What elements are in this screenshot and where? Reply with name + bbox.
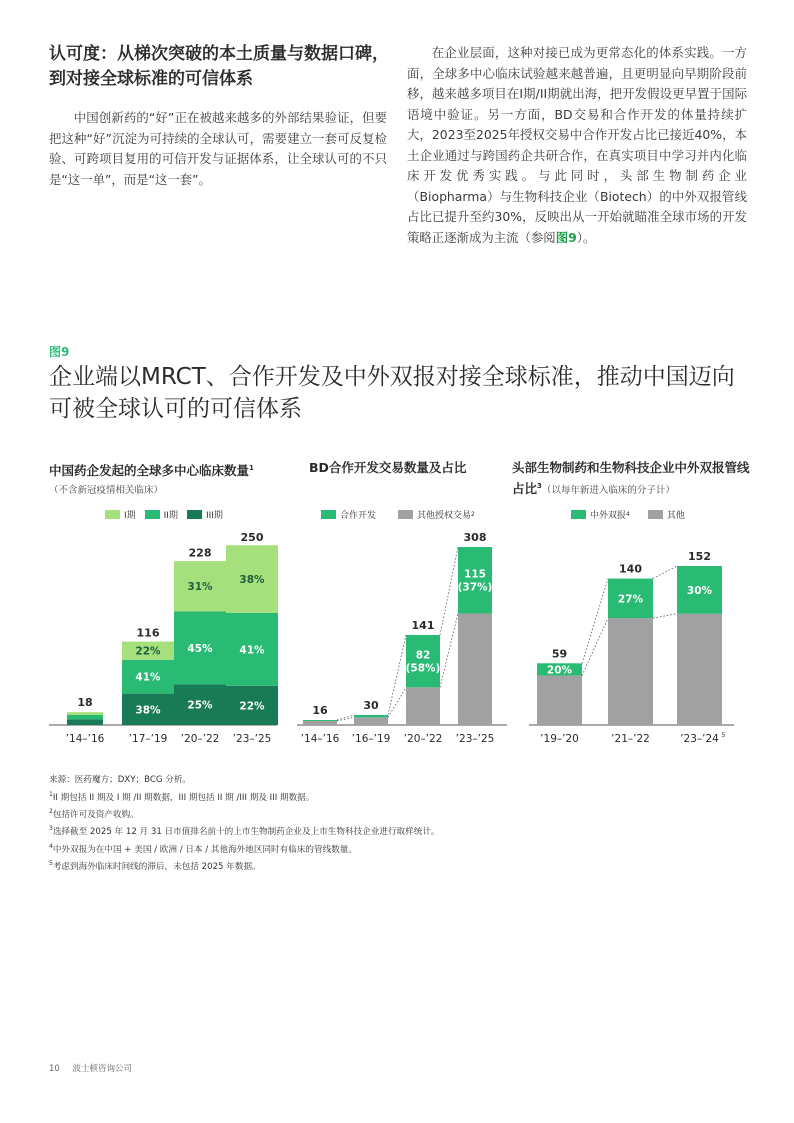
chart1-title [49,459,289,500]
chart1-legend-item-phase2 [145,508,178,521]
bar-segment [608,618,653,725]
footnote-text: 考虑到海外临床时间线的滞后，未包括 2025 年数据。 [52,861,261,872]
bar-total-label: 152 [688,550,711,563]
figure-title: 企业端以MRCT、合作开发及中外双报对接全球标准，推动中国迈向可被全球认可的可信体系 [49,364,735,422]
chart3-title-text: 头部生物制药和生物科技企业中外双报管线占比 [512,460,750,497]
x-tick-label: ’17–’19 [128,733,168,745]
chart1-legend [105,508,232,521]
left-paragraph: 中国创新药的“好”正在被越来越多的外部结果验证，但要把这种“好”沉淀为可持续的全球认可，需要建立一套可反复检验、可跨项目复用的可信开发与证据体系，让全球认可的不只是“这一单”，而是“这一套”。 [49,110,387,187]
legend-label: 其他 [666,511,685,521]
footnote-sup: 1 [49,790,53,798]
right-paragraph-text: 在企业层面，这种对接已成为更常态化的体系实践。一方面，全球多中心临床试验越来越普遍，且更明显向早期阶段前移，越来越多项目在I期/II期就出海，把开发假设更早置于国际语境中验证。另一方面，BD交易和合作开发的体量持续扩大，2023至2025年授权交易中合作开发占比已接近40%，本土企业通过与跨国药企共研合作，在真实项目中学习并内化临床开发优秀实践。与此同时，头部生物制药企业（Biopharma）与生物科技企业（Biotech）的中外双报管线占比已提升至约30%，反映出从一开始就瞄准全球市场的开发策略正逐渐成为主流（参阅 [407,45,747,245]
legend-swatch [571,510,586,519]
bar-total-label: 140 [619,562,642,576]
footnote-sup: 4 [49,842,53,850]
x-tick-label: ’20–’22 [403,733,443,745]
connector-line [388,635,406,715]
page-number: 10 [49,1064,60,1074]
footnote-3 [49,822,749,839]
x-tick-label: ’14–’16 [65,733,105,745]
chart3-title-sup: 3 [537,482,542,490]
x-tick-label: ’23–’25 [232,733,272,745]
x-tick-label: ’19–’20 [540,733,579,745]
bar-segment [303,721,337,725]
connector-line [337,717,354,721]
bar-segment [67,712,103,715]
legend-swatch [105,510,120,519]
bar-segment-label: 30% [686,584,713,597]
chart1-subtitle: （不含新冠疫情相关临床） [49,485,164,497]
bar-segment-label: 27% [617,593,644,606]
bar-segment-label: 38% [135,704,161,717]
legend-swatch [398,510,413,519]
figure-label: 图9 [49,345,70,359]
footnote-text: 包括许可及资产收购。 [52,809,139,820]
connector-line [653,566,677,579]
page-footer [49,1062,142,1074]
bar-segment-label: 38% [239,574,265,587]
chart3-subtitle: （以每年新进入临床的分子计） [541,485,675,497]
footnote-2 [49,805,749,822]
bar-total-label: 228 [188,546,212,560]
chart3-dual-filing [529,525,764,755]
legend-label: 中外双报 [590,511,627,521]
bar-segment [677,614,722,725]
footnote-sup: 3 [49,825,53,833]
chart2-legend-item-codev [321,508,376,521]
chart3-legend [571,508,694,521]
bar-total-label: 116 [136,626,160,640]
footnote-text: II 期包括 II 期及 I 期 /II 期数据，III 期包括 II 期 /III 期及 III 期数据。 [52,792,315,803]
chart2-legend [321,508,484,521]
section-title: 认可度：从梯次突破的本土质量与数据口碑，到对接全球标准的可信体系 [49,44,389,89]
bar-segment [354,715,388,717]
footer-company: 波士顿咨询公司 [72,1064,133,1074]
connector-line [653,614,677,618]
footnote-sup: 2 [49,807,53,815]
x-tick-label: ’20–’22 [180,733,220,745]
chart1-legend-item-phase3 [187,508,223,521]
bar-total-label: 18 [77,696,93,710]
x-tick-label: ’14–’16 [300,733,340,745]
bar-segment [303,720,337,721]
bar-segment [458,613,492,725]
connector-line [440,547,458,635]
connector-line [440,613,458,687]
legend-swatch [145,510,160,519]
notes [49,773,749,874]
bar-total-label: 141 [411,619,435,632]
bar-segment [406,687,440,725]
chart2-bd-deals [297,525,509,755]
right-paragraph [407,43,747,248]
bar-segment [537,676,582,725]
legend-swatch [321,510,336,519]
bar-segment-label: 22% [135,645,161,658]
bar-segment-label: 41% [135,671,161,684]
legend-label: III期 [205,511,223,521]
connector-line [582,618,608,676]
chart3-legend-item-dual [571,508,630,521]
x-tick-label: ’23–’25 [455,733,495,745]
chart1-legend-item-phase1 [105,508,136,521]
bar-total-label: 59 [551,647,568,661]
legend-sup: 2 [471,511,475,518]
chart1-clinical-trials [49,525,279,755]
bar-segment-label: 82 (58%) [405,649,441,675]
chart1-title-sup: 1 [249,464,254,472]
chart2-legend-item-other [398,508,475,521]
source-note: 来源：医药魔方；DXY；BCG 分析。 [49,775,192,785]
legend-swatch [187,510,202,519]
footnote-text: 中外双报为在中国 + 美国 / 欧洲 / 日本 / 其他海外地区同时有临床的管线数量。 [52,844,357,855]
legend-label: 其他授权交易 [417,511,472,521]
bar-segment-label: 31% [187,581,213,594]
bar-segment-label: 20% [546,664,573,677]
footnote-5 [49,857,749,874]
legend-label: I期 [124,511,136,521]
connector-line [388,687,406,717]
chart1-title-text: 中国药企发起的全球多中心临床数量 [49,463,250,479]
bar-segment-label: 25% [187,699,213,712]
footnote-text: 选择截至 2025 年 12 月 31 日市值排名前十的上市生物制药企业及上市生物科技企业进行取样统计。 [52,827,440,838]
footnote-1 [49,788,749,805]
x-tick-label: ’16–’19 [351,733,391,745]
bar-segment-label: 41% [239,644,265,657]
bar-segment-label: 115 (37%) [457,568,493,594]
chart2-title: BD合作开发交易数量及占比 [309,460,467,475]
x-tick-sup: 5 [721,732,726,739]
x-tick-label: ’23–’24 [680,733,719,745]
chart3-title [512,459,752,500]
legend-label: II期 [163,511,178,521]
bar-total-label: 16 [312,704,328,717]
footnote-4 [49,840,749,857]
figure-reference-link[interactable]: 图9 [555,229,577,245]
x-tick-label: ’21–’22 [611,733,650,745]
footnote-sup: 5 [49,859,53,867]
bar-total-label: 30 [363,699,379,712]
bar-segment [67,715,103,719]
bar-segment [67,719,103,725]
right-paragraph-end: ）。 [576,229,596,245]
bar-segment [354,717,388,725]
bar-segment-label: 45% [187,642,213,655]
legend-label: 合作开发 [340,511,377,521]
legend-swatch [648,510,663,519]
legend-sup: 4 [626,511,630,518]
connector-line [582,579,608,664]
bar-total-label: 250 [240,531,264,544]
bar-total-label: 308 [463,531,487,544]
bar-segment-label: 22% [239,700,265,713]
chart3-legend-item-other [648,508,685,521]
